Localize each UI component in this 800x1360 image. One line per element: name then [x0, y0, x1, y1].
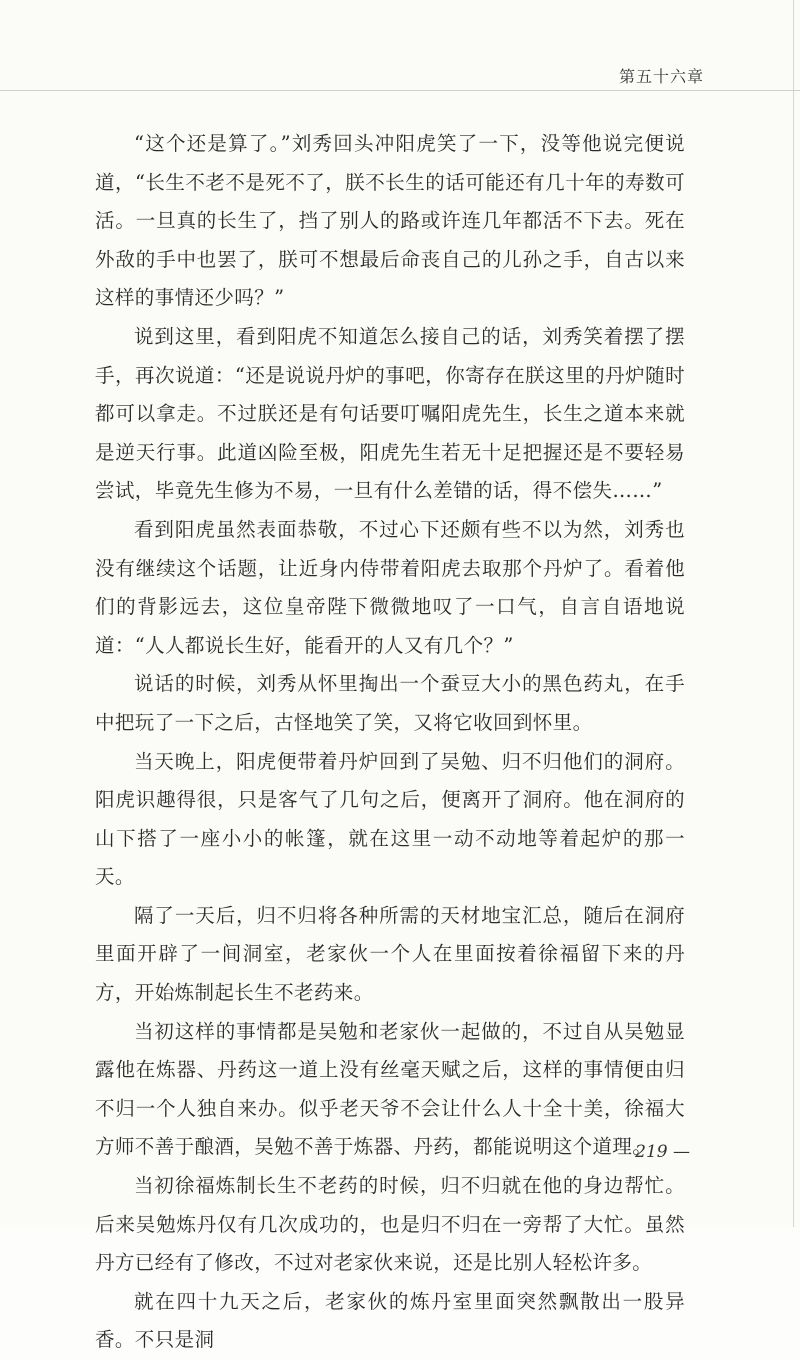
paragraph: 就在四十九天之后，老家伙的炼丹室里面突然飘散出一股异香。不只是洞 — [95, 1289, 685, 1352]
header-divider — [0, 90, 800, 91]
page-number: 219 — — [635, 1142, 690, 1162]
body-text — [95, 125, 685, 1360]
paragraph: 隔了一天后，归不归将各种所需的天材地宝汇总，随后在洞府里面开辟了一间洞室，老家伙一个人在里面按着徐福留下来的丹方，开始炼制起长生不老药来。 — [95, 903, 685, 1005]
paragraph: 当天晚上，阳虎便带着丹炉回到了吴勉、归不归他们的洞府。阳虎识趣得很，只是客气了几句之后，便离开了洞府。他在洞府的山下搭了一座小小的帐篷，就在这里一动不动地等着起炉的那一天。 — [95, 749, 685, 889]
paragraph: 看到阳虎虽然表面恭敬，不过心下还颇有些不以为然，刘秀也没有继续这个话题，让近身内侍带着阳虎去取那个丹炉了。看着他们的背影远去，这位皇帝陛下微微地叹了一口气，自言自语地说道：“人人都说长生好，能看开的人又有几个？” — [95, 517, 685, 657]
paragraph: 说话的时候，刘秀从怀里掏出一个蚕豆大小的黑色药丸，在手中把玩了一下之后，古怪地笑了笑，又将它收回到怀里。 — [95, 672, 685, 734]
paragraph: 当初徐福炼制长生不老药的时候，归不归就在他的身边帮忙。后来吴勉炼丹仅有几次成功的，也是归不归在一旁帮了大忙。虽然丹方已经有了修改，不过对老家伙来说，还是比别人轻松许多。 — [95, 1174, 685, 1275]
paragraph: 说到这里，看到阳虎不知道怎么接自己的话，刘秀笑着摆了摆手，再次说道：“还是说说丹炉的事吧，你寄存在朕这里的丹炉随时都可以拿走。不过朕还是有句话要叮嘱阳虎先生，长生之道本来就是逆天行事。此道凶险至极，阳虎先生若无十足把握还是不要轻易尝试，毕竟先生修为不易，一旦有什么差错的话，得不偿失……” — [95, 324, 685, 503]
chapter-heading: 第五十六章 — [618, 67, 704, 86]
paragraph: 当初这样的事情都是吴勉和老家伙一起做的，不过自从吴勉显露他在炼器、丹药这一道上没有丝毫天赋之后，这样的事情便由归不归一个人独自来办。似乎老天爷不会让什么人十全十美，徐福大方师不善于酿酒，吴勉不善于炼器、丹药，都能说明这个道理。 — [95, 1019, 685, 1159]
paragraph: “这个还是算了。”刘秀回头冲阳虎笑了一下，没等他说完便说道，“长生不老不是死不了，朕不长生的话可能还有几十年的寿数可活。一旦真的长生了，挡了别人的路或许连几年都活不下去。死在外敌的手中也罢了，朕可不想最后命丧自己的儿孙之手，自古以来这样的事情还少吗？” — [95, 132, 685, 310]
page-edge — [793, 0, 794, 1227]
